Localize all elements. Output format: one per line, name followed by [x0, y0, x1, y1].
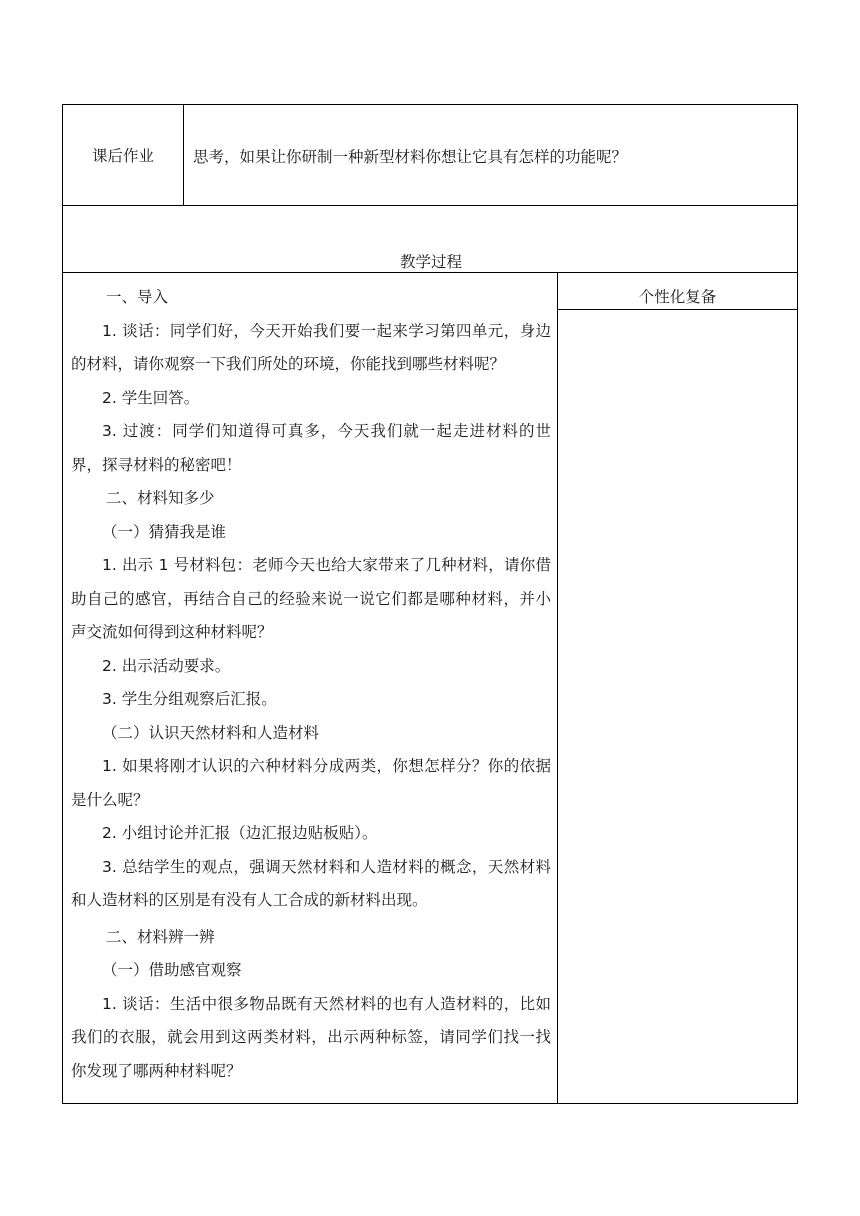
process-title: 教学过程	[399, 253, 462, 271]
lesson-paragraph: 一、导入	[106, 288, 169, 306]
lesson-paragraph: 3. 总结学生的观点，强调天然材料和人造材料的概念，天然材料和人造材料的区别是有没有人工合成的新材料出现。	[71, 857, 551, 909]
notes-header: 个性化复备	[638, 288, 717, 306]
lesson-paragraph: 1. 如果将刚才认识的六种材料分成两类，你想怎样分？你的依据是什么呢？	[71, 757, 551, 809]
lesson-paragraph: 2. 小组讨论并汇报（边汇报边贴板贴）。	[102, 824, 378, 842]
lesson-paragraph: （一）借助感官观察	[102, 961, 242, 979]
lesson-paragraph: 3. 过渡：同学们知道得可真多，今天我们就一起走进材料的世界，探寻材料的秘密吧！	[71, 422, 551, 474]
column-divider-notes	[557, 272, 558, 1103]
lesson-plan-table	[62, 104, 798, 1104]
row-divider-homework	[63, 205, 797, 206]
lesson-paragraph: （二）认识天然材料和人造材料	[102, 723, 320, 742]
lesson-paragraph: 二、材料知多少	[106, 489, 215, 507]
lesson-paragraph: 1. 出示 1 号材料包：老师今天也给大家带来了几种材料，请你借助自己的感官，再结合自己的经验来说一说它们都是哪种材料，并小声交流如何得到这种材料呢？	[71, 556, 551, 641]
row-divider-process	[63, 272, 797, 273]
notes-header-divider	[557, 309, 797, 310]
lesson-body	[71, 281, 551, 1088]
lesson-paragraph: （一）猜猜我是谁	[102, 522, 227, 541]
lesson-paragraph: 3. 学生分组观察后汇报。	[102, 690, 277, 708]
lesson-paragraph: 2. 出示活动要求。	[102, 656, 231, 675]
lesson-paragraph: 1. 谈话：同学们好，今天开始我们要一起来学习第四单元，身边的材料，请你观察一下我们所处的环境，你能找到哪些材料呢？	[71, 321, 551, 373]
homework-content: 思考，如果让你研制一种新型材料你想让它具有怎样的功能呢？	[193, 148, 628, 166]
homework-divider	[183, 105, 184, 205]
homework-label: 课后作业	[91, 147, 154, 165]
lesson-paragraph: 二、材料辨一辨	[106, 927, 215, 946]
lesson-paragraph: 1. 谈话：生活中很多物品既有天然材料的也有人造材料的，比如我们的衣服，就会用到这两类材料，出示两种标签，请同学们找一找你发现了哪两种材料呢？	[71, 994, 551, 1080]
lesson-paragraph: 2. 学生回答。	[102, 388, 200, 407]
